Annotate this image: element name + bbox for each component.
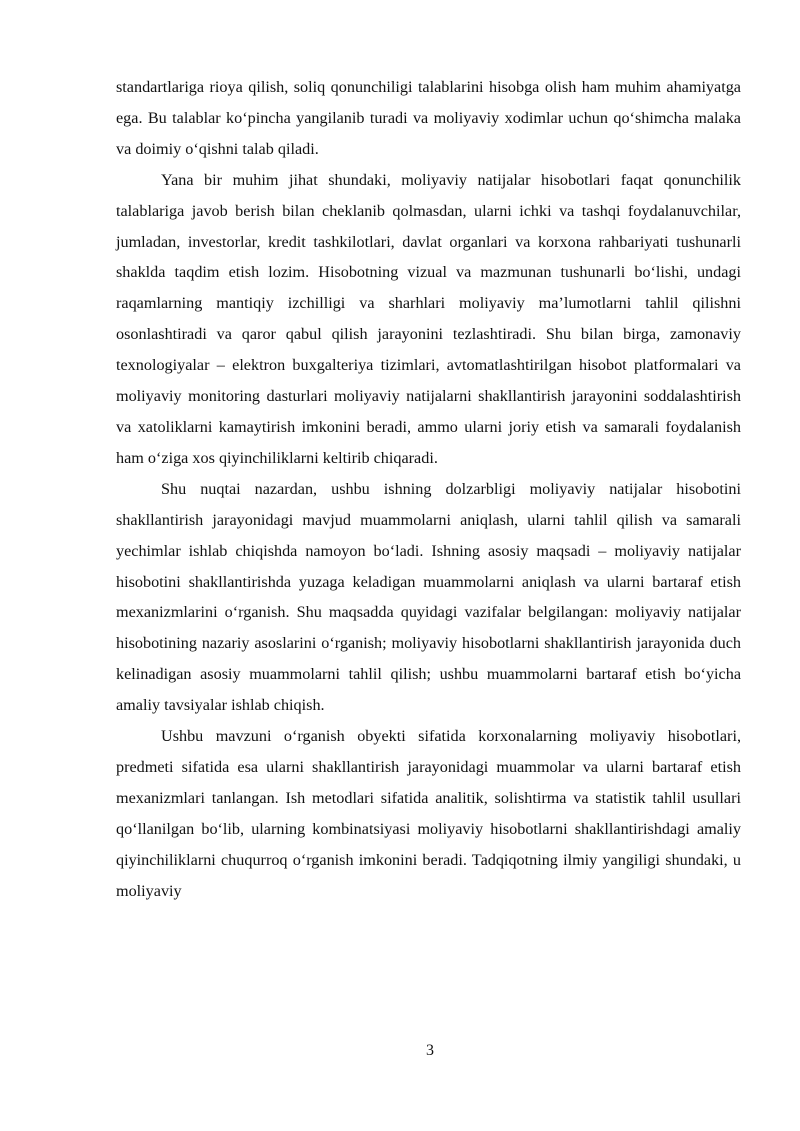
paragraph-continuation: standartlariga rioya qilish, soliq qonunchiligi talablarini hisobga olish ham muhim ahamiyatga ega. Bu talablar ko‘pincha yangilanib turadi va moliyaviy xodimlar uchun qo‘shimcha malaka va doimiy o‘qishni talab qiladi. (116, 78, 741, 158)
paragraph-object-and-methods: Ushbu mavzuni o‘rganish obyekti sifatida korxonalarning moliyaviy hisobotlari, predmeti sifatida esa ularni shakllantirish jarayonidagi muammolar va ularni bartaraf etish mexanizmlari tanlangan. Ish metodlari sifatida analitik, solishtirma va statistik tahlil usullari qo‘llanilgan bo‘lib, ularning kombinatsiyasi moliyaviy hisobotlarni shakllantirishdagi amaliy qiyinchiliklarni chuqurroq o‘rganish imkonini beradi. Tadqiqotning ilmiy yangiligi shundaki, u moliyaviy (116, 727, 741, 900)
paragraph-relevance-and-goals: Shu nuqtai nazardan, ushbu ishning dolzarbligi moliyaviy natijalar hisobotini shakllantirish jarayonidagi mavjud muammolarni aniqlash, ularni tahlil qilish va samarali yechimlar ishlab chiqishda namoyon bo‘ladi. Ishning asosiy maqsadi – moliyaviy natijalar hisobotini shakllantirishda yuzaga keladigan muammolarni aniqlash va ularni bartaraf etish mexanizmlarini o‘rganish. Shu maqsadda quyidagi vazifalar belgilangan: moliyaviy natijalar hisobotining nazariy asoslarini o‘rganish; moliyaviy hisobotlarni shakllantirish jarayonida duch kelinadigan asosiy muammolarni tahlil qilish; ushbu muammolarni bartaraf etish bo‘yicha amaliy tavsiyalar ishlab chiqish. (116, 479, 741, 715)
page-number: 3 (426, 1042, 434, 1059)
document-page (116, 72, 741, 906)
paragraph-financial-reports-presentation: Yana bir muhim jihat shundaki, moliyaviy natijalar hisobotlari faqat qonunchilik talablariga javob berish bilan cheklanib qolmasdan, ularni ichki va tashqi foydalanuvchilar, jumladan, investorlar, kredit tashkilotlari, davlat organlari va korxona rahbariyati tushunarli shaklda taqdim etish lozim. Hisobotning vizual va mazmunan tushunarli bo‘lishi, undagi raqamlarning mantiqiy izchilligi va sharhlari moliyaviy ma’lumotlarni tahlil qilishni osonlashtiradi va qaror qabul qilish jarayonini tezlashtiradi. Shu bilan birga, zamonaviy texnologiyalar – elektron buxgalteriya tizimlari, avtomatlashtirilgan hisobot platformalari va moliyaviy monitoring dasturlari moliyaviy natijalarni shakllantirish jarayonini soddalashtirish va xatoliklarni kamaytirish imkonini beradi, ammo ularni joriy etish va samarali foydalanish ham o‘ziga xos qiyinchiliklarni keltirib chiqaradi. (116, 170, 741, 467)
